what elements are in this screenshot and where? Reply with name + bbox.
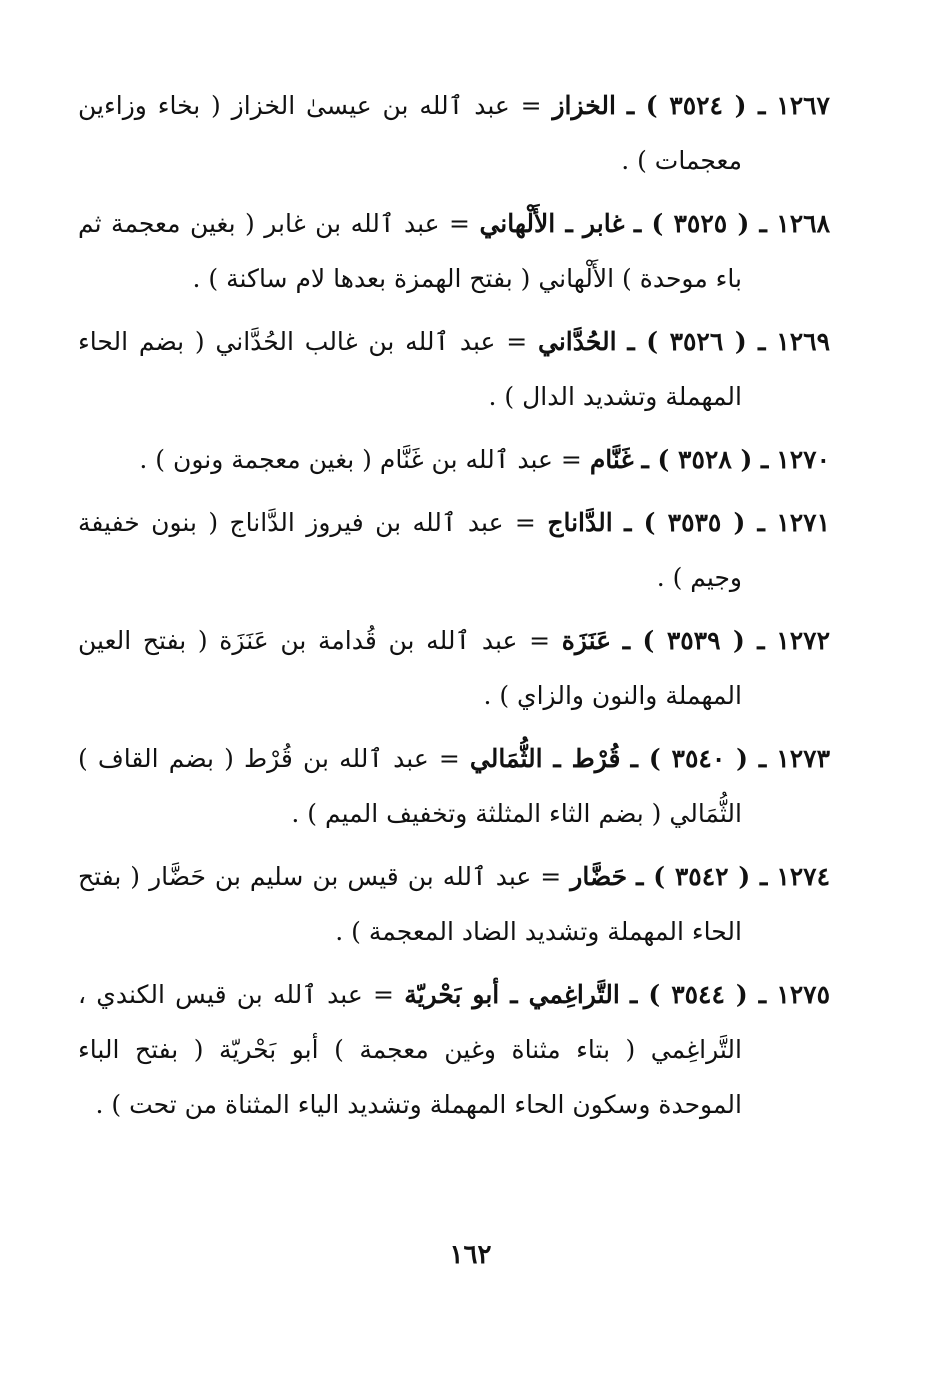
entry-heading: قُرْط ـ الثُّمَالي [469,744,621,773]
entry-1269 [78,314,830,424]
entry-1267 [78,78,830,188]
entry-1273 [78,731,830,841]
entry-heading: الدَّاناج [547,508,613,537]
entry-ref: ـ ( ٣٥٤٢ ) ـ [636,862,768,891]
entry-list [78,78,830,1140]
entry-heading: غَنَّام [589,445,634,474]
entry-number: ١٢٧٢ [776,626,830,655]
entry-ref: ـ ( ٣٥٢٨ ) ـ [641,445,769,474]
entry-ref: ـ ( ٣٥٢٦ ) ـ [627,327,766,356]
entry-1270 [78,432,830,487]
entry-text: = عبد ٱلله بن غابر ( بغين معجمة ثم باء موحدة ) الأَلْهاني ( بفتح الهمزة بعدها لام ساكنة ) . [78,209,742,293]
entry-number: ١٢٦٩ [776,327,830,356]
entry-1268 [78,196,830,306]
entry-heading: غابر ـ الأَلْهاني [479,209,625,238]
entry-number: ١٢٦٧ [776,91,830,120]
entry-number: ١٢٧٤ [776,862,831,891]
entry-text: = عبد ٱلله بن قيس الكندي ، التَّراغِمي ( بتاء مثناة وغين معجمة ) أبو بَحْريّة ( بفتح الباء الموحدة وسكون الحاء المهملة وتشديد الياء المثناة من تحت ) . [78,980,742,1119]
entry-text: = عبد ٱلله بن قُدامة بن عَنَزَة ( بفتح العين المهملة والنون والزاي ) . [78,626,742,710]
entry-ref: ـ ( ٣٥٤٤ ) ـ [630,980,767,1009]
entry-text: = عبد ٱلله بن فيروز الدَّاناج ( بنون خفيفة وجيم ) . [78,508,742,592]
entry-number: ١٢٧٥ [776,980,831,1009]
entry-number: ١٢٧٠ [776,445,830,474]
entry-1272 [78,613,830,723]
entry-ref: ـ ( ٣٥٢٥ ) ـ [633,209,767,238]
entry-number: ١٢٦٨ [776,209,830,238]
entry-heading: الحُدَّاني [537,327,617,356]
entry-text: = عبد ٱلله بن قُرْط ( بضم القاف ) الثُّمَالي ( بضم الثاء المثلثة وتخفيف الميم ) . [78,744,742,828]
entry-text: = عبد ٱلله بن غَنَّام ( بغين معجمة ونون ) . [139,445,582,474]
entry-heading: حَضَّار [570,862,628,891]
entry-ref: ـ ( ٣٥٤٠ ) ـ [630,744,767,773]
entry-heading: عَنَزَة [561,626,612,655]
entry-ref: ـ ( ٣٥٢٤ ) ـ [626,91,766,120]
entry-ref: ـ ( ٣٥٣٩ ) ـ [622,626,765,655]
entry-1274 [78,849,830,959]
entry-number: ١٢٧١ [776,508,831,537]
entry-1275 [78,967,830,1132]
page-number: ١٦٢ [449,1240,492,1270]
entry-text: = عبد ٱلله بن غالب الحُدَّاني ( بضم الحاء المهملة وتشديد الدال ) . [78,327,742,411]
entry-text: = عبد ٱلله بن قيس بن سليم بن حَضَّار ( بفتح الحاء المهملة وتشديد الضاد المعجمة ) . [78,862,742,946]
entry-number: ١٢٧٣ [776,744,830,773]
entry-heading: الخزاز [552,91,616,120]
entry-heading: التَّراغِمي ـ أبو بَحْريّة [404,980,620,1009]
entry-1271 [78,495,830,605]
entry-text: = عبد ٱلله بن عيسىٰ الخزاز ( بخاء وزاءين معجمات ) . [78,91,742,175]
entry-ref: ـ ( ٣٥٣٥ ) ـ [624,508,765,537]
